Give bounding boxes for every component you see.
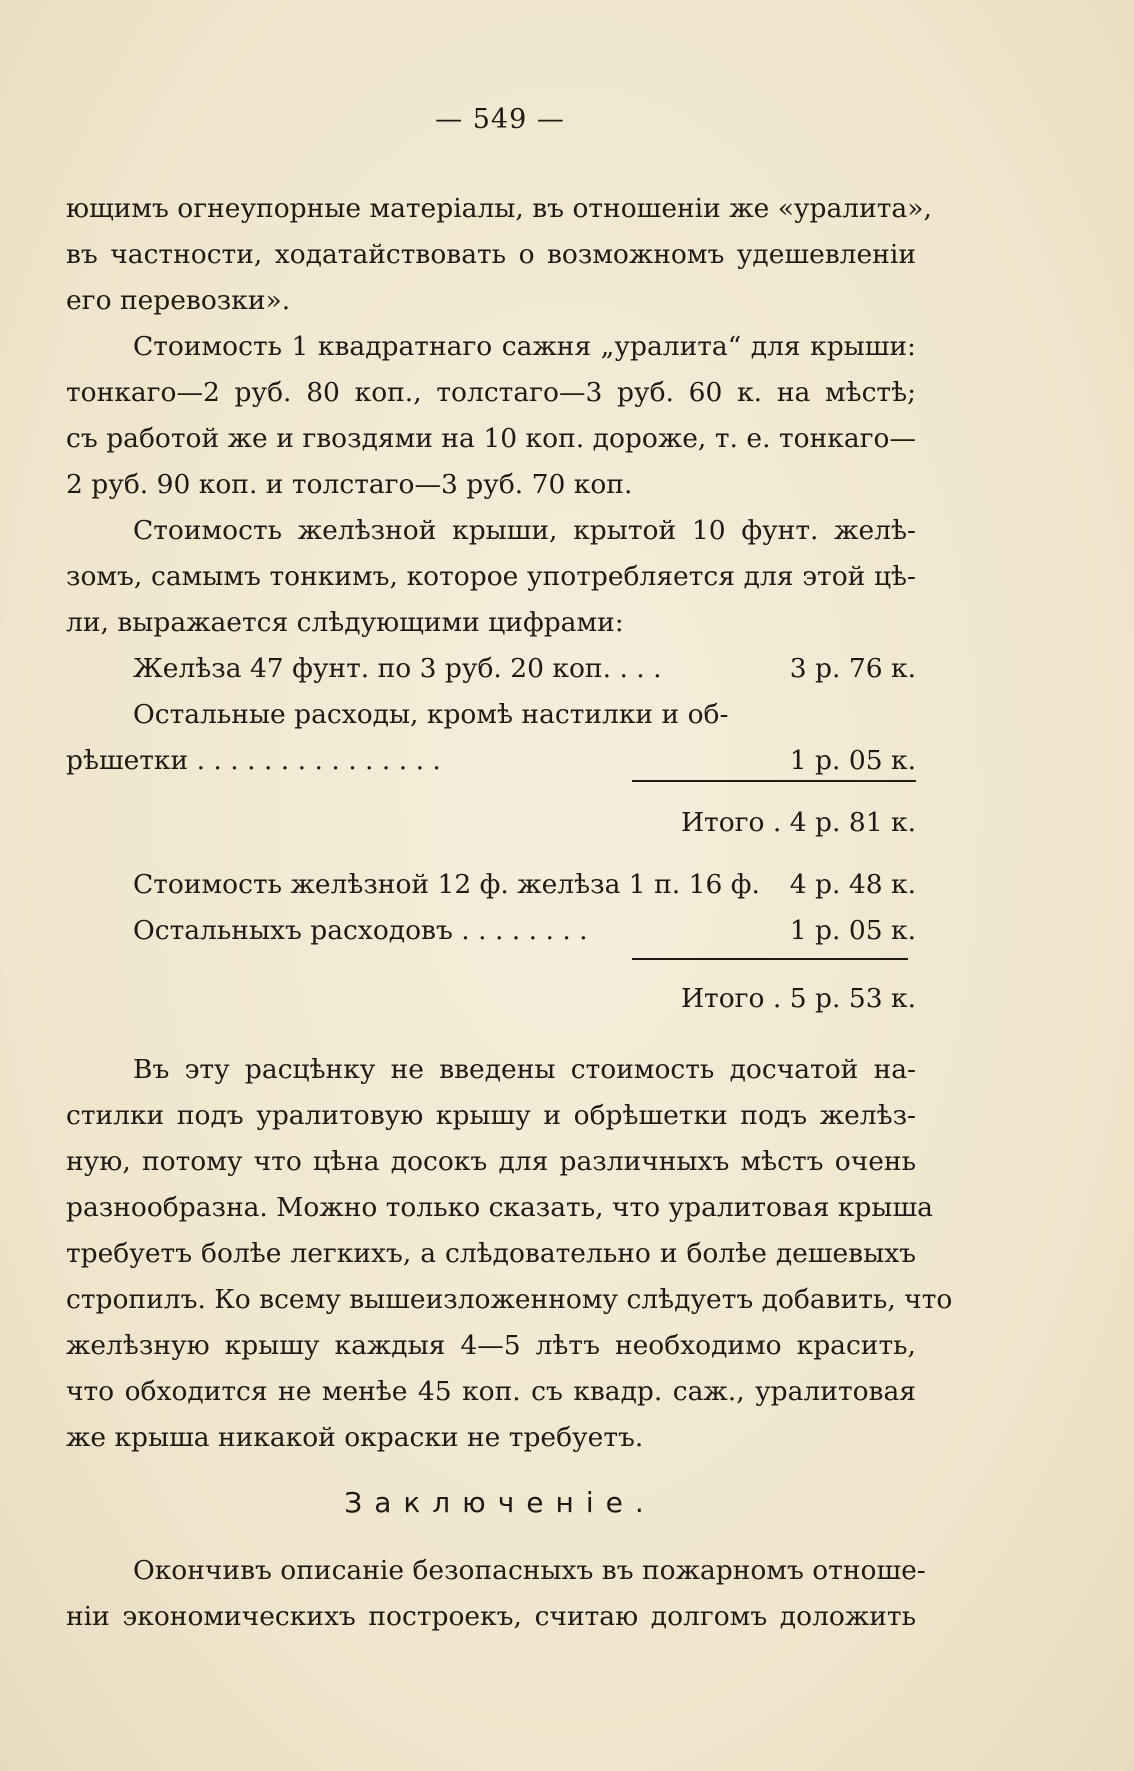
- calc-row-label: Желѣза 47 фунт. по 3 руб. 20 коп. . . .: [133, 653, 662, 684]
- text-line: требуетъ болѣе легкихъ, а слѣдовательно и болѣе дешевыхъ: [66, 1238, 916, 1269]
- calc-total: Итого . 5 р. 53 к.: [680, 983, 916, 1014]
- text-line: съ работой же и гвоздями на 10 коп. дороже, т. е. тонкаго—: [66, 423, 916, 454]
- text-line: Окончивъ описаніе безопасныхъ въ пожарномъ отноше-: [133, 1555, 926, 1586]
- text-line: тонкаго—2 руб. 80 коп., толстаго—3 руб. 60 к. на мѣстѣ;: [66, 377, 916, 408]
- text-line: Стоимость 1 квадратнаго сажня „уралита“ для крыши:: [133, 331, 916, 362]
- calc-total: Итого . 4 р. 81 к.: [680, 807, 916, 838]
- text-line: же крыша никакой окраски не требуетъ.: [66, 1422, 644, 1453]
- page-number: — 549 —: [435, 104, 565, 135]
- text-line: ную, потому что цѣна досокъ для различныхъ мѣстъ очень: [66, 1146, 916, 1177]
- text-line: зомъ, самымъ тонкимъ, которое употребляется для этой цѣ-: [66, 561, 916, 592]
- text-line: его перевозки».: [66, 285, 291, 316]
- text-line: ли, выражается слѣдующими цифрами:: [66, 607, 624, 638]
- text-line: желѣзную крышу каждыя 4—5 лѣтъ необходимо красить,: [66, 1330, 916, 1361]
- text-line: Стоимость желѣзной крыши, крытой 10 фунт. желѣ-: [133, 515, 916, 546]
- calc-row-label: рѣшетки . . . . . . . . . . . . . . .: [66, 745, 441, 776]
- text-line: стропилъ. Ко всему вышеизложенному слѣдуетъ добавить, что: [66, 1284, 953, 1315]
- text-line: 2 руб. 90 коп. и толстаго—3 руб. 70 коп.: [66, 469, 633, 500]
- calc-row-label: Стоимость желѣзной 12 ф. желѣза 1 п. 16 ф.: [133, 869, 760, 900]
- text-line: въ частности, ходатайствовать о возможномъ удешевленіи: [66, 239, 916, 270]
- calc-row-value: 3 р. 76 к.: [789, 653, 916, 684]
- sum-rule: [632, 958, 908, 960]
- section-heading: Заключеніе.: [344, 1486, 656, 1519]
- calc-row-label: Остальныхъ расходовъ . . . . . . . .: [133, 915, 588, 946]
- calc-row-value: 4 р. 48 к.: [789, 869, 916, 900]
- sum-rule: [632, 780, 916, 782]
- calc-row-value: 1 р. 05 к.: [789, 915, 916, 946]
- calc-row-label: Остальные расходы, кромѣ настилки и об-: [133, 699, 729, 730]
- text-line: Въ эту расцѣнку не введены стоимость досчатой на-: [133, 1054, 916, 1085]
- text-line: стилки подъ уралитовую крышу и обрѣшетки подъ желѣз-: [66, 1100, 916, 1131]
- text-line: ніи экономическихъ построекъ, считаю долгомъ доложить: [66, 1601, 916, 1632]
- text-line: что обходится не менѣе 45 коп. съ квадр. саж., уралитовая: [66, 1376, 916, 1407]
- text-line: ющимъ огнеупорные матеріалы, въ отношеніи же «уралита»,: [66, 193, 932, 224]
- calc-row-value: 1 р. 05 к.: [789, 745, 916, 776]
- text-line: разнообразна. Можно только сказать, что уралитовая крыша: [66, 1192, 933, 1223]
